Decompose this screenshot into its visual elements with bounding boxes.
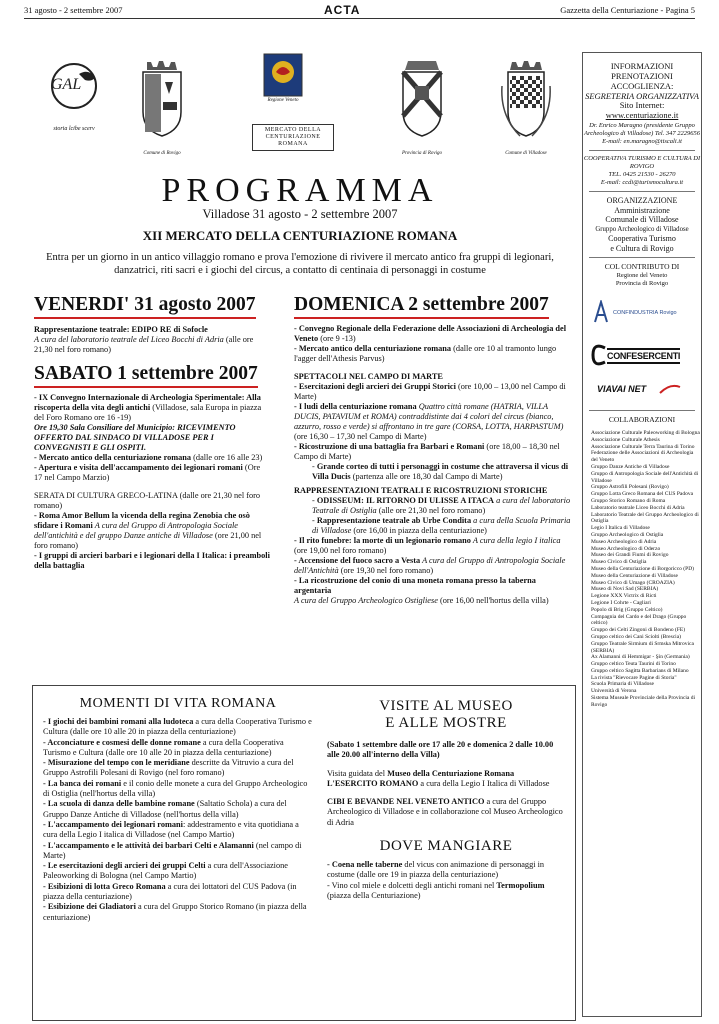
regione-caption: Regione Veneto [267, 98, 299, 103]
collab-item: Gruppo Danze Antiche di Villadose [591, 463, 670, 470]
visite-heading-1: VISITE AL MUSEO [379, 698, 513, 714]
collab-item: Museo Civico di Ostiglia [591, 559, 647, 566]
sunday-column [294, 294, 574, 606]
momenti-item: - I giochi dei bambini romani alla ludoteca a cura della Cooperativa Turismo e Cultura (dalle ore 10 alle 20 in piazza della centuriazione) [43, 717, 312, 737]
momenti-list [43, 717, 313, 923]
momenti-item: - Le esercitazioni degli arcieri dei gruppi Celti a cura dell'Associazione Paleoworking di Bologna (nel Campo Martio) [43, 861, 288, 881]
email-2[interactable]: E-mail: ccdi@turismocultura.it [600, 179, 684, 186]
momenti-item: - Misurazione del tempo con le meridiane descritte da Vitruvio a cura del Gruppo Astrofili Polesani di Rovigo (nel foro romano) [43, 758, 294, 778]
visite-item: L'ESERCITO ROMANO a cura della Legio I Italica di Villadose [327, 778, 550, 788]
confesercenti-icon [591, 344, 607, 366]
collab-item: Museo Civico di Umago (CROAZIA) [591, 579, 675, 586]
info-heading: INFORMAZIONI PRENOTAZIONI ACCOGLIENZA: [610, 61, 674, 91]
collab-item: Museo dei Grandi Fiumi di Rovigo [591, 552, 669, 559]
contrib-item: Regione del Veneto [616, 271, 668, 279]
sunday-item: - Rappresentazione teatrale ab Urbe Condita a cura della Scuola Primaria di Villadose (ore 16,00 in piazza della centuriazione) [312, 516, 571, 535]
collab-item: Gruppo celtico Sagitta Barbarians di Milano [591, 667, 689, 674]
collab-item: Ax Alamanni di Hemmigar - Şin (Germania) [591, 654, 690, 661]
coop-phone: TEL. 0425 21530 - 26270 [608, 171, 676, 178]
villadose-caption: Comune di Villadose [505, 151, 547, 156]
page-title: PROGRAMMA [161, 172, 439, 209]
momenti-item: - La scuola di danza delle bambine romane (Saltatio Schola) a cura del Gruppo Danze Antiche di Villadose (nell'hortus della villa) [43, 799, 287, 819]
friday-heading: VENERDI' 31 agosto 2007 [34, 294, 256, 319]
page-subtitle: Villadose 31 agosto - 2 settembre 2007 [202, 207, 398, 221]
momenti-heading: MOMENTI DI VITA ROMANA [79, 696, 277, 711]
rappresentazioni-heading: RAPPRESENTAZIONI TEATRALI E RICOSTRUZIONI STORICHE [294, 486, 548, 495]
mercato-caption: MERCATO DELLA CENTURIAZIONE ROMANA [264, 127, 322, 147]
confindustria-label: CONFINDUSTRIA Rovigo [613, 309, 677, 316]
contact-info: Dr. Enrico Maragno (presidente Gruppo Archeologico di Villadose) Tel. 347 2229656 [583, 122, 701, 137]
sunday-item: - I ludi della centuriazione romana Quattro città romane (HATRIA, VILLA DUCIS, PATAVIUM et ROMA) contraddistinte dai 4 colori del circus (bianco, azzurro, rosso e verde) si affrontano in tre gare (CORSA, LOTTA, HARPASTUM) (ore 16,30 – 17,30 nel Campo di Marte) [294, 402, 564, 441]
serata-line: SERATA DI CULTURA GRECO-LATINA (dalle ore 21,30 nel foro romano) [34, 491, 261, 510]
divider [589, 150, 695, 151]
saturday-item: Ore 19,30 Sala Consiliare del Municipio: RICEVIMENTO OFFERTO DAL SINDACO DI VILLADOSE PER I CONVEGNISTI E GLI OSPITI. [34, 423, 236, 452]
momenti-item: - La banca dei romani e il conio delle monete a cura del Gruppo Archeologico di Ostiglia (nell'hortus della villa) [43, 778, 308, 799]
saturday-item: - IX Convegno Internazionale di Archeologia Sperimentale: Alla riscoperta della vita degli antichi (Villadose, sala Europa in piazza del Foro Romano ore 16 -19) [34, 393, 262, 422]
header-date: 31 agosto - 2 settembre 2007 [24, 5, 123, 15]
confindustria-logo [583, 294, 701, 332]
org-item: e Cultura di Rovigo [610, 243, 674, 253]
collab-item: Associazione Culturale Terra Taurina di Torino [591, 443, 695, 450]
collab-item: Gruppo Archeologico di Ostiglia [591, 531, 664, 538]
sunday-item: - ODISSEUM: IL RITORNO DI ULISSE A ITACA a cura del laboratorio Teatrale di Ostiglia (alle ore 21,30 nel foro romano) [312, 496, 571, 515]
sunday-item: A cura del Gruppo Archeologico Ostigliese (ore 16,00 nell'hortus della villa) [294, 596, 549, 605]
confindustria-icon [593, 300, 609, 324]
momenti-item: - L'accampamento e le attività dei barbari Celti e Alamanni (nel campo di Marte) [43, 840, 302, 860]
collab-item: Museo della Centuriazione di Villadose [591, 572, 678, 579]
collab-item: Gruppo dei Celti Zingoni di Bondeno (FE) [591, 627, 686, 634]
mangiare-item: - Coena nelle taberne del vicus con animazione di personaggi in costume (dalle ore 19 in piazza della centuriazione) [327, 860, 545, 880]
collab-item: Università di Verona [591, 688, 637, 695]
viavai-swoosh-icon [659, 384, 681, 396]
collab-item: Legio I Italica di Villadose [591, 525, 650, 532]
visite-body [327, 740, 565, 828]
contrib-item: Provincia di Rovigo [615, 279, 669, 287]
momenti-section [43, 696, 313, 923]
collab-item: Sistema Museale Provinciale della Provincia di Rovigo [591, 695, 696, 708]
momenti-item: - Esibizioni di lotta Greco Romana a cura dei lottatori del CUS Padova (in piazza della centuriazione) [43, 881, 297, 902]
sunday-heading: DOMENICA 2 settembre 2007 [294, 294, 549, 319]
collab-item: Gruppo celtico dei Cani Sciolti (Brescia) [591, 633, 681, 640]
org-item: Comunale di Villadose [605, 215, 679, 224]
rovigo-crest [132, 56, 192, 157]
friday-line-1: Rappresentazione teatrale: EDIPO RE di Sofocle [34, 325, 208, 334]
collab-item: Gruppo Astrofili Polesani (Rovigo) [591, 484, 669, 491]
rovigo-caption: Comune di Rovigo [143, 151, 181, 156]
sito-link[interactable]: www.centuriazione.it [605, 109, 679, 120]
org-heading: ORGANIZZAZIONE [606, 196, 678, 205]
contrib-heading: COL CONTRIBUTO DI [604, 262, 680, 271]
provincia-crest [392, 56, 452, 157]
collab-item: Laboratorio teatrale Liceo Bocchi di Adria [591, 504, 685, 511]
confesercenti-label: CONFESERCENTI [607, 348, 680, 364]
collab-item: Museo Archeologico di Oderzo [591, 545, 661, 552]
collab-list [583, 430, 701, 709]
saturday-item: - Mercato antico della centuriazione romana (dalle ore 16 alle 23) [34, 453, 263, 462]
collab-item: La rivista "Rievocare Pagine di Storia" [591, 674, 677, 681]
collab-item: Laboratorio Teatrale del Gruppo Archeologico di Ostiglia [591, 511, 699, 525]
collab-item: Museo della Centuriazione di Borgoricco (PD) [591, 565, 694, 572]
momenti-item: - L'accampamento dei legionari romani: addestramento e vita quotidiana a cura della Legio I italica di Villadose (nel Campo Martio) [43, 819, 299, 840]
collab-item: Compagnia del Cardo e del Drago (Gruppo celtico) [591, 613, 687, 627]
visite-heading-2: E ALLE MOSTRE [385, 715, 507, 731]
collab-item: Gruppo celtico Teuta Taurini di Torino [591, 661, 676, 668]
left-column [34, 294, 270, 571]
org-item: Amministrazione [614, 205, 670, 215]
visite-section [327, 698, 565, 901]
event-headline: XII MERCATO DELLA CENTURIAZIONE ROMANA [142, 228, 458, 243]
collab-item: Legione I Cohrte - Cagliari [591, 599, 651, 606]
sunday-item: - Il rito funebre: la morte di un legionario romano A cura della legio I italica (ore 19,00 nel foro romano) [294, 536, 561, 555]
collab-item: Gruppo di Antropologia Sociale dell'Antichità di Villadose [591, 470, 699, 484]
org-item: Cooperativa Turismo [608, 234, 676, 243]
header-masthead: ACTA [324, 3, 361, 17]
header-page: Gazzetta della Centuriazione - Pagina 5 [560, 5, 695, 15]
villadose-crest [495, 56, 557, 157]
org-item: Gruppo Archeologico di Villadose [595, 225, 689, 233]
regione-crest [258, 52, 308, 104]
bottom-box [32, 685, 576, 1021]
page-header [24, 4, 695, 19]
divider [589, 191, 695, 192]
momenti-item: - Esibizione dei Gladiatori a cura del Gruppo Storico Romano (in piazza della centuriazione) [43, 902, 307, 922]
divider [589, 410, 695, 411]
confesercenti-logo [583, 340, 701, 376]
visite-item: Visita guidata del Museo della Centuriazione Romana [327, 768, 515, 778]
segreteria-label: SEGRETERIA ORGANIZZATIVA [585, 91, 699, 101]
viavai-label: VIAVAI NET [597, 383, 647, 394]
collab-item: Gruppo Lotta Greco Romana del CUS Padova [591, 491, 694, 498]
collab-item: Popolo di Brig (Gruppo Celtico) [591, 606, 663, 613]
sunday-item: - Accensione del fuoco sacro a Vesta A cura del Gruppo di Antropologia Sociale dell'Antichità (ore 19,30 nel foro romano) [294, 556, 566, 575]
mercato-badge [252, 124, 334, 151]
sunday-item: - Grande corteo di tutti i personaggi in costume che attraversa il vicus di Villa Ducis (partenza alle ore 18,30 dal Campo di Marte) [312, 462, 569, 481]
spettacoli-heading: SPETTACOLI NEL CAMPO DI MARTE [294, 372, 443, 381]
coop-label: COOPERATIVA TURISMO E CULTURA DI ROVIGO [583, 155, 701, 170]
saturday-item: - Apertura e visita dell'accampamento dei legionari romani (Ore 17 nel Campo Marzio) [34, 463, 261, 482]
saturday-item: - Roma Amor Bellum la vicenda della regina Zenobia che osò sfidare i Romani A cura del Gruppo di Antropologia Sociale dell'antichità e del gruppo Danze antiche di Villadose (ore 21,00 nel foro romano) [34, 511, 262, 550]
email-1[interactable]: E-mail: en.maragno@tiscali.it [602, 138, 682, 145]
collab-item: Museo di Novi Sad (SERBIA) [591, 586, 659, 593]
collab-item: Federazione delle Associazioni di Archeologia del Veneto [591, 450, 694, 464]
viavai-logo [583, 380, 701, 406]
sunday-item: - Ricostruzione di una battaglia fra Barbari e Romani (ore 18,00 – 18,30 nel Campo di Marte) [294, 442, 560, 461]
friday-line-2: A cura del laboratorio teatrale del Liceo Bocchi di Adria (alle ore 21,30 nel foro romano) [34, 335, 254, 354]
collab-item: Associazione Culturale Athesis [591, 436, 660, 443]
collab-item: Museo Archeologico di Adria [591, 538, 657, 545]
svg-text:GAL: GAL [51, 76, 82, 93]
info-sidebar [582, 52, 702, 1017]
sunday-item: - Convegno Regionale della Federazione delle Associazioni di Archeologia del Veneto (ore 9 -13) [294, 324, 567, 343]
visite-orari: (Sabato 1 settembre dalle ore 17 alle 20 e domenica 2 dalle 10.00 alle 20.00 all'interno della Villa) [327, 740, 554, 760]
gal-motto: storia lcibe scerv [53, 126, 95, 132]
visite-item: CIBI E BEVANDE NEL VENETO ANTICO a cura del Gruppo Archeologico di Villadose e in collaborazione col Museo Archeologico di Adria [327, 797, 563, 827]
collab-item: Legione XXX Victrix di Ricti [591, 593, 657, 600]
mangiare-body [327, 860, 565, 901]
intro-text: Entra per un giorno in un antico villaggio romano e prova l'emozione di rivivere il mercato antico fra gruppi di legionari, danzatrici, riti sacri e i giochi del circus, a contatto di centinaia di personaggi in costume [46, 252, 554, 276]
sunday-item: - La ricostruzione del conio di una moneta romana presso la taberna argentaria [294, 576, 536, 595]
mangiare-item: - Vino col miele e dolcetti degli antichi romani nel Termopolium (piazza della Centuriazione) [327, 880, 545, 900]
collab-item: Gruppo Storico Romano di Roma [591, 497, 666, 504]
momenti-item: - Acconciature e cosmesi delle donne romane a cura della Cooperativa Turismo e Cultura (dalle ore 10 alle 20 in piazza della centuriazione) [43, 737, 284, 757]
collab-item: Gruppo Teatrale Sirmium di Srmska Mitrovica (SERBIA) [591, 640, 694, 654]
collab-heading: COLLABORAZIONI [608, 414, 676, 424]
saturday-heading: SABATO 1 settembre 2007 [34, 363, 258, 388]
saturday-item: - I gruppi di arcieri barbari e i legionari della I Italica: i preamboli della battaglia [34, 551, 270, 570]
provincia-caption: Provincia di Rovigo [401, 151, 443, 156]
sunday-item: - Mercato antico della centuriazione romana (dalle ore 10 al tramonto lungo l'agger dell'Athesis Parvus) [294, 344, 557, 363]
sunday-item: - Esercitazioni degli arcieri dei Gruppi Storici (ore 10,00 – 13,00 nel Campo di Marte) [294, 382, 566, 401]
sito-label: Sito Internet: [619, 100, 665, 110]
gal-logo [38, 56, 110, 133]
collab-item: Scuola Primaria di Villadose [591, 681, 654, 688]
saturday-items [34, 393, 270, 571]
divider [589, 257, 695, 258]
mangiare-heading: DOVE MANGIARE [379, 838, 513, 855]
collab-item: Associazione Culturale Paleoworking di Bologna [591, 430, 700, 436]
